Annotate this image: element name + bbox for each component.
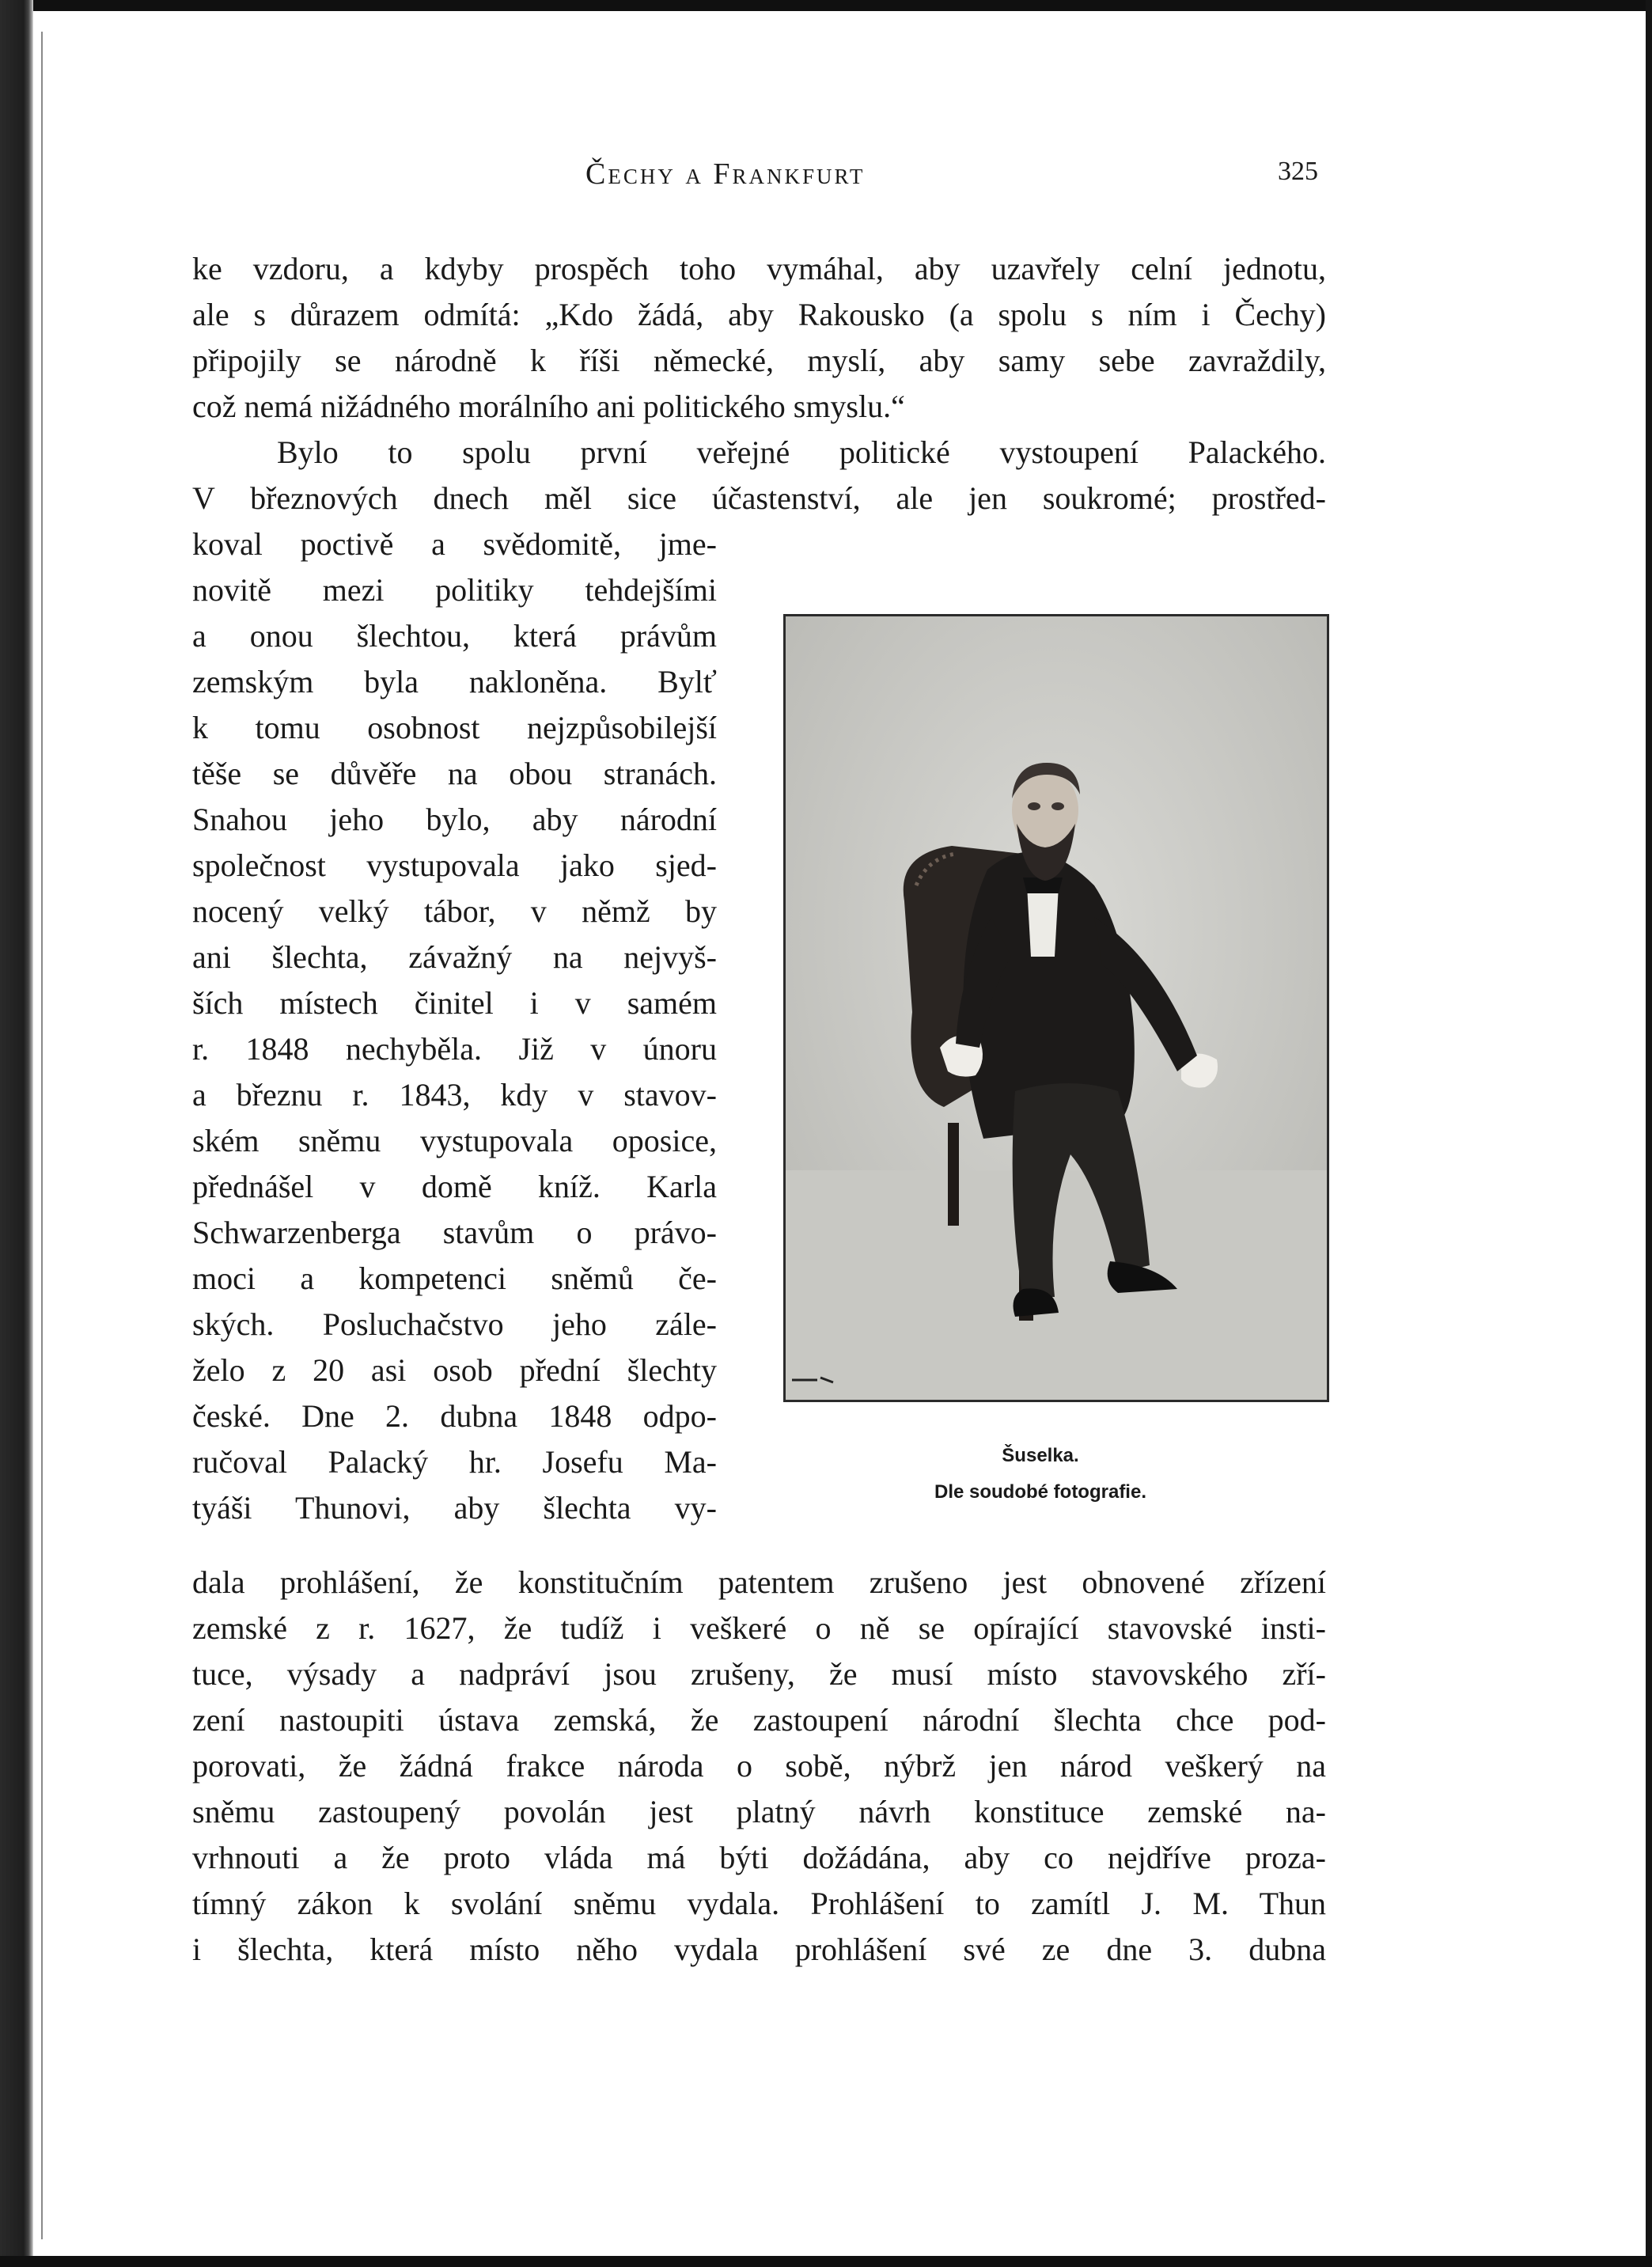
text-line: porovati, že žádná frakce národa o sobě, nýbrž jen národ veškerý na [192, 1748, 1326, 1784]
figure-caption-subtitle: Dle soudobé fotografie. [934, 1481, 1146, 1503]
text-line: novitě mezi politiky tehdejšími [192, 572, 717, 608]
page-number: 325 [1278, 157, 1318, 186]
text-line: zemským byla nakloněna. Bylť [192, 664, 717, 699]
text-line: těše se důvěře na obou stranách. [192, 756, 717, 791]
text-line: r. 1848 nechyběla. Již v únoru [192, 1031, 717, 1067]
text-line: a březnu r. 1843, kdy v stavov- [192, 1077, 717, 1113]
scan-bottom-edge [0, 2256, 1652, 2267]
text-line: ke vzdoru, a kdyby prospěch toho vymáhal, aby uzavřely celní jednotu, [192, 251, 1326, 286]
text-line: ských. Posluchačstvo jeho zále- [192, 1306, 717, 1342]
text-line: dala prohlášení, že konstitučním patentem zrušeno jest obnovené zřízení [192, 1564, 1326, 1600]
text-line: tímný zákon k svolání sněmu vydala. Prohlášení to zamítl J. M. Thun [192, 1886, 1326, 1921]
text-line: ale s důrazem odmítá: „Kdo žádá, aby Rakousko (a spolu s ním i Čechy) [192, 297, 1326, 332]
text-line: moci a kompetenci sněmů če- [192, 1260, 717, 1296]
text-line: k tomu osobnost nejzpůsobilejší [192, 710, 717, 745]
text-line: společnost vystupovala jako sjed- [192, 847, 717, 883]
text-line: ších místech činitel i v samém [192, 985, 717, 1021]
text-line: zemské z r. 1627, že tudíž i veškeré o ně se opírající stavovské insti- [192, 1610, 1326, 1646]
text-line: připojily se národně k říši německé, myslí, aby samy sebe zavraždily, [192, 343, 1326, 378]
text-line: sněmu zastoupený povolán jest platný návrh konstituce zemské na- [192, 1794, 1326, 1829]
text-line: koval poctivě a svědomitě, jme- [192, 526, 717, 562]
running-head: Čechy a Frankfurt [585, 157, 866, 191]
text-line: nocený velký tábor, v němž by [192, 893, 717, 929]
text-line: české. Dne 2. dubna 1848 odpo- [192, 1398, 717, 1434]
text-line: přednášel v domě kníž. Karla [192, 1169, 717, 1204]
text-line: Bylo to spolu první veřejné politické vystoupení Palackého. [277, 434, 1326, 470]
text-line: zení nastoupiti ústava zemská, že zastoupení národní šlechta chce pod- [192, 1702, 1326, 1738]
text-line: ani šlechta, závažný na nejvyš- [192, 939, 717, 975]
text-line: tyáši Thunovi, aby šlechta vy- [192, 1490, 717, 1526]
text-line: a onou šlechtou, která právům [192, 618, 717, 654]
text-line: ském sněmu vystupovala oposice, [192, 1123, 717, 1158]
text-line: ručoval Palacký hr. Josefu Ma- [192, 1444, 717, 1480]
portrait-photograph [783, 614, 1329, 1402]
text-line: Schwarzenberga stavům o právo- [192, 1215, 717, 1250]
scan-top-edge [0, 0, 1652, 11]
text-line: tuce, výsady a nadpráví jsou zrušeny, že musí místo stavovského zří- [192, 1656, 1326, 1692]
figure-caption-title: Šuselka. [1002, 1445, 1079, 1466]
text-line: Snahou jeho bylo, aby národní [192, 802, 717, 837]
page-fold-line [41, 32, 43, 2239]
text-line: i šlechta, která místo něho vydala prohlášení své ze dne 3. dubna [192, 1931, 1326, 1967]
text-line: vrhnouti a že proto vláda má býti dožádána, aby co nejdříve proza- [192, 1840, 1326, 1875]
book-spine [0, 0, 33, 2267]
text-line: což nemá nižádného morálního ani politického smyslu.“ [192, 389, 905, 424]
scan-right-edge [1646, 0, 1652, 2267]
text-line: želo z 20 asi osob přední šlechty [192, 1352, 717, 1388]
text-line: V březnových dnech měl sice účastenství, ale jen soukromé; prostřed- [192, 480, 1326, 516]
